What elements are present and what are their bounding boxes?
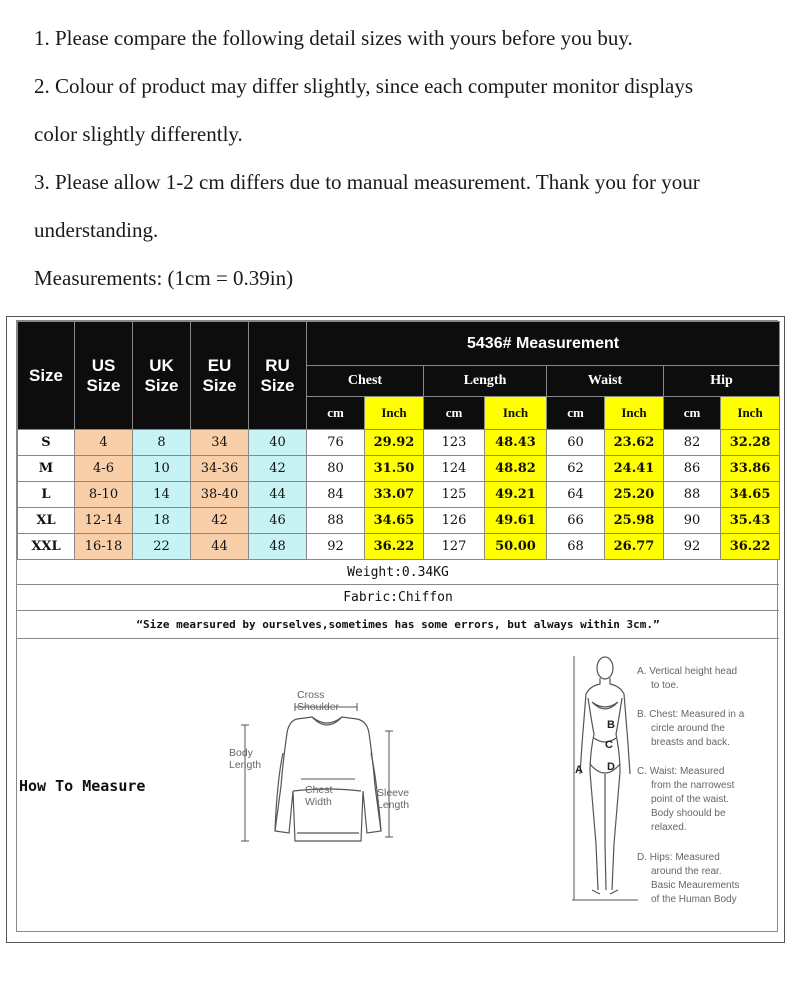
- us-size-header: US Size: [75, 322, 133, 430]
- fabric-info: Fabric:Chiffon: [17, 585, 779, 611]
- table-cell: L: [18, 482, 75, 508]
- table-cell: 88: [664, 482, 721, 508]
- table-cell: 4-6: [75, 456, 133, 482]
- size-table-body: [18, 430, 780, 560]
- table-cell: 33.86: [721, 456, 780, 482]
- inch-header: Inch: [485, 397, 547, 430]
- table-cell: 14: [133, 482, 191, 508]
- table-cell: 126: [424, 508, 485, 534]
- table-cell: 10: [133, 456, 191, 482]
- inch-header: Inch: [605, 397, 664, 430]
- table-cell: 34.65: [365, 508, 424, 534]
- table-cell: 127: [424, 534, 485, 560]
- table-title: 5436# Measurement: [307, 322, 780, 366]
- weight-info: Weight:0.34KG: [17, 559, 779, 585]
- table-cell: 34-36: [191, 456, 249, 482]
- table-cell: XXL: [18, 534, 75, 560]
- garment-diagram-illustration: [217, 691, 437, 861]
- cm-header: cm: [547, 397, 605, 430]
- table-cell: 4: [75, 430, 133, 456]
- table-cell: 49.61: [485, 508, 547, 534]
- body-note-d: D. Hips: Measured around the rear. Basic Meaurements of the Human Body: [637, 852, 740, 905]
- body-point-b: B: [607, 719, 615, 731]
- table-cell: 38-40: [191, 482, 249, 508]
- body-point-d: D: [607, 761, 615, 773]
- table-cell: 34.65: [721, 482, 780, 508]
- table-cell: 35.43: [721, 508, 780, 534]
- note-line: 2. Colour of product may differ slightly, since each computer monitor displays: [34, 74, 694, 98]
- body-point-a: A: [575, 764, 583, 776]
- measurement-conversion: Measurements: (1cm = 0.39in): [34, 266, 294, 290]
- table-cell: 25.20: [605, 482, 664, 508]
- table-cell: XL: [18, 508, 75, 534]
- size-chart-inner: [16, 320, 778, 932]
- chest-width-label: Chest Width: [305, 784, 333, 808]
- table-cell: 60: [547, 430, 605, 456]
- table-row: [18, 508, 780, 534]
- table-cell: 22: [133, 534, 191, 560]
- how-to-measure-title: How To Measure: [19, 777, 146, 795]
- table-cell: 26.77: [605, 534, 664, 560]
- cm-header: cm: [424, 397, 485, 430]
- body-note-a: A. Vertical height head to toe.: [637, 666, 738, 691]
- table-cell: 12-14: [75, 508, 133, 534]
- table-cell: 48.82: [485, 456, 547, 482]
- table-cell: M: [18, 456, 75, 482]
- table-cell: 92: [307, 534, 365, 560]
- eu-size-header: EU Size: [191, 322, 249, 430]
- sleeve-length-label: Sleeve Length: [377, 787, 410, 811]
- table-cell: 32.28: [721, 430, 780, 456]
- body-diagram-illustration: [572, 654, 638, 904]
- inch-header: Inch: [721, 397, 780, 430]
- note-line: 1. Please compare the following detail sizes with yours before you buy.: [34, 26, 633, 50]
- table-cell: 36.22: [365, 534, 424, 560]
- table-row: [18, 430, 780, 456]
- table-cell: 90: [664, 508, 721, 534]
- table-cell: 16-18: [75, 534, 133, 560]
- inch-header: Inch: [365, 397, 424, 430]
- table-cell: 68: [547, 534, 605, 560]
- table-cell: 125: [424, 482, 485, 508]
- table-cell: 48: [249, 534, 307, 560]
- uk-size-header: UK Size: [133, 322, 191, 430]
- waist-header: Waist: [547, 366, 664, 397]
- table-cell: 92: [664, 534, 721, 560]
- table-cell: 80: [307, 456, 365, 482]
- note-line: understanding.: [34, 218, 159, 242]
- table-cell: 62: [547, 456, 605, 482]
- table-cell: 34: [191, 430, 249, 456]
- note-line: color slightly differently.: [34, 122, 243, 146]
- size-chart-image: [6, 316, 785, 943]
- body-note-b: B. Chest: Measured in a circle around the breasts and back.: [637, 709, 745, 748]
- body-note-c: C. Waist: Measured from the narrowest point of the waist. Body shoould be relaxed.: [637, 766, 735, 833]
- table-cell: 49.21: [485, 482, 547, 508]
- table-cell: 25.98: [605, 508, 664, 534]
- table-cell: 8-10: [75, 482, 133, 508]
- chest-header: Chest: [307, 366, 424, 397]
- table-cell: 23.62: [605, 430, 664, 456]
- length-header: Length: [424, 366, 547, 397]
- table-cell: 42: [249, 456, 307, 482]
- table-cell: 86: [664, 456, 721, 482]
- table-cell: 82: [664, 430, 721, 456]
- table-cell: 33.07: [365, 482, 424, 508]
- table-cell: 66: [547, 508, 605, 534]
- table-cell: 18: [133, 508, 191, 534]
- table-cell: 24.41: [605, 456, 664, 482]
- table-cell: 44: [191, 534, 249, 560]
- cm-header: cm: [664, 397, 721, 430]
- size-table: [17, 321, 780, 560]
- size-header: Size: [18, 322, 75, 430]
- table-cell: 123: [424, 430, 485, 456]
- table-cell: 44: [249, 482, 307, 508]
- measurement-note: “Size mearsured by ourselves,sometimes has some errors, but always within 3cm.”: [17, 611, 779, 639]
- table-cell: 48.43: [485, 430, 547, 456]
- body-length-label: Body Length: [229, 747, 262, 771]
- table-cell: 76: [307, 430, 365, 456]
- table-cell: 50.00: [485, 534, 547, 560]
- cm-header: cm: [307, 397, 365, 430]
- table-row: [18, 482, 780, 508]
- body-point-c: C: [605, 739, 613, 751]
- note-line: 3. Please allow 1-2 cm differs due to manual measurement. Thank you for your: [34, 170, 700, 194]
- table-cell: S: [18, 430, 75, 456]
- notes-block: [34, 14, 774, 302]
- table-cell: 29.92: [365, 430, 424, 456]
- table-cell: 124: [424, 456, 485, 482]
- table-cell: 31.50: [365, 456, 424, 482]
- table-row: [18, 456, 780, 482]
- table-cell: 46: [249, 508, 307, 534]
- hip-header: Hip: [664, 366, 780, 397]
- table-cell: 84: [307, 482, 365, 508]
- table-cell: 64: [547, 482, 605, 508]
- table-row: [18, 534, 780, 560]
- table-cell: 8: [133, 430, 191, 456]
- table-cell: 36.22: [721, 534, 780, 560]
- table-cell: 40: [249, 430, 307, 456]
- table-cell: 42: [191, 508, 249, 534]
- ru-size-header: RU Size: [249, 322, 307, 430]
- table-cell: 88: [307, 508, 365, 534]
- cross-shoulder-label: Cross Shoulder: [297, 689, 340, 713]
